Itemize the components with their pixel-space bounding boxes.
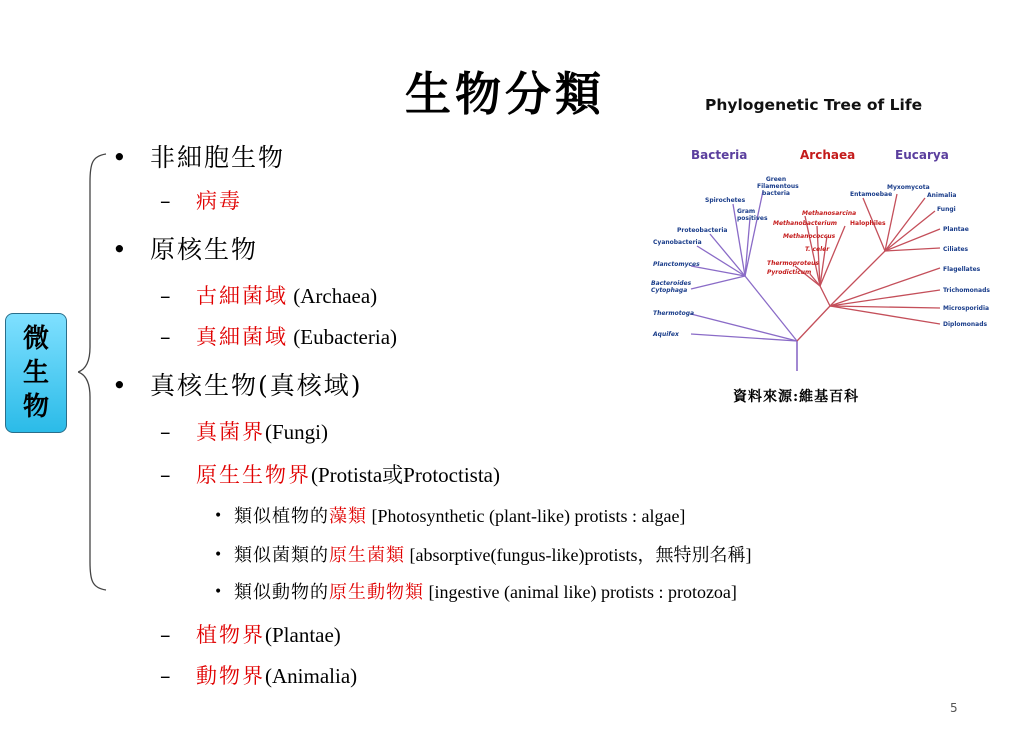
taxon-label: T. celer: [805, 246, 830, 253]
item-text-en: (Archaea): [288, 284, 378, 308]
taxon-label: Halophiles: [850, 220, 886, 227]
taxon-label: Proteobacteria: [677, 227, 728, 234]
taxon-label: Thermotoga: [653, 310, 695, 317]
taxon-label: Pyrodicticum: [767, 269, 812, 276]
taxon-label: Gram positives: [737, 208, 768, 222]
bullet: •: [112, 235, 129, 264]
bullet: •: [112, 143, 129, 172]
item-archaea: [160, 280, 377, 310]
microorganism-label: [5, 313, 67, 433]
item-text-en: (Plantae): [265, 623, 341, 647]
item-prefix: 類似植物的: [234, 506, 329, 527]
figure-title: Phylogenetic Tree of Life: [705, 96, 923, 114]
micro-char: 物: [22, 392, 49, 422]
item-text-cn: 原生生物界: [196, 463, 311, 487]
dot: •: [214, 508, 224, 524]
item-text-cn: 古細菌域: [196, 284, 288, 308]
taxon-label: Diplomonads: [943, 321, 988, 328]
item-eukaryote: [112, 366, 363, 402]
item-text-cn: 真細菌域: [196, 325, 288, 349]
item-text-en: (Eubacteria): [288, 325, 398, 349]
taxon-label: Methanococcus: [783, 233, 836, 240]
micro-char: 微: [22, 324, 49, 354]
item-text-cn: 原生動物類: [329, 582, 424, 603]
bullet: •: [112, 371, 129, 400]
taxon-label: Cyanobacteria: [653, 239, 702, 246]
taxon-label: Bacteroides Cytophaga: [651, 280, 692, 294]
item-text-cn: 原生菌類: [329, 545, 405, 566]
item-text-cn: 藻類: [329, 506, 367, 527]
domain-eucarya: Eucarya: [895, 148, 949, 162]
item-protista: [160, 459, 500, 489]
item-eubacteria: [160, 321, 397, 351]
curly-brace: [78, 152, 108, 592]
domain-bacteria: Bacteria: [691, 148, 748, 162]
taxon-label: Plantae: [943, 226, 969, 233]
dash: –: [160, 623, 173, 647]
item-text-en: [Photosynthetic (plant-like) protists : algae]: [367, 506, 686, 526]
dash: –: [160, 463, 173, 487]
item-text-en: (Protista或Protoctista): [311, 463, 500, 487]
item-algae: [214, 502, 685, 528]
taxon-label: Thermoproteus: [767, 260, 819, 267]
taxon-label: Entamoebae: [850, 191, 893, 198]
taxon-label: Methanobacterium: [773, 220, 837, 227]
taxon-label: Myxomycota: [887, 184, 930, 191]
item-acellular: [112, 138, 285, 174]
page-number: 5: [950, 701, 958, 715]
taxon-label: Fungi: [937, 206, 956, 213]
item-virus: [160, 185, 242, 215]
item-text-en: [ingestive (animal like) protists : protozoa]: [424, 582, 737, 602]
domain-archaea: Archaea: [800, 148, 856, 162]
item-protozoa: [214, 578, 737, 604]
item-fungal-protists: [214, 541, 751, 567]
item-prefix: 類似動物的: [234, 582, 329, 603]
dash: –: [160, 284, 173, 308]
taxon-label: Ciliates: [943, 246, 969, 253]
item-fungi: [160, 416, 328, 446]
item-text-cn: 植物界: [196, 623, 265, 647]
taxon-label: Aquifex: [653, 331, 679, 338]
slide-title: 生物分類: [405, 67, 605, 121]
micro-char: 生: [22, 358, 49, 388]
taxon-label: Spirochetes: [705, 197, 746, 204]
taxon-label: Animalia: [927, 192, 957, 199]
dot: •: [214, 547, 224, 563]
item-text-en: (Animalia): [265, 664, 358, 688]
item-text-en: (Fungi): [265, 420, 328, 444]
source-caption: 資料來源:維基百科: [733, 389, 860, 405]
item-text: 非細胞生物: [150, 143, 286, 172]
dot: •: [214, 584, 224, 600]
item-plantae: [160, 619, 341, 649]
phylogenetic-tree-figure: [645, 86, 995, 376]
item-text: 真核生物(真核域): [150, 371, 363, 400]
item-prokaryote: [112, 230, 258, 266]
taxon-label: Microsporidia: [943, 305, 990, 312]
taxon-label: Methanosarcina: [802, 210, 857, 217]
item-animalia: [160, 660, 357, 690]
item-text-en: [absorptive(fungus-like)protists，無特別名稱]: [405, 545, 752, 565]
taxon-label: Green Filamentous bacteria: [757, 176, 799, 197]
taxon-label: Flagellates: [943, 266, 981, 273]
taxon-label: Planctomyces: [653, 261, 700, 268]
dash: –: [160, 420, 173, 444]
item-text: 原核生物: [150, 235, 259, 264]
item-text-cn: 真菌界: [196, 420, 265, 444]
dash: –: [160, 664, 173, 688]
item-prefix: 類似菌類的: [234, 545, 329, 566]
dash: –: [160, 325, 173, 349]
taxon-label: Trichomonads: [943, 287, 990, 294]
item-text-cn: 動物界: [196, 664, 265, 688]
dash: –: [160, 189, 173, 213]
item-text: 病毒: [196, 189, 242, 213]
